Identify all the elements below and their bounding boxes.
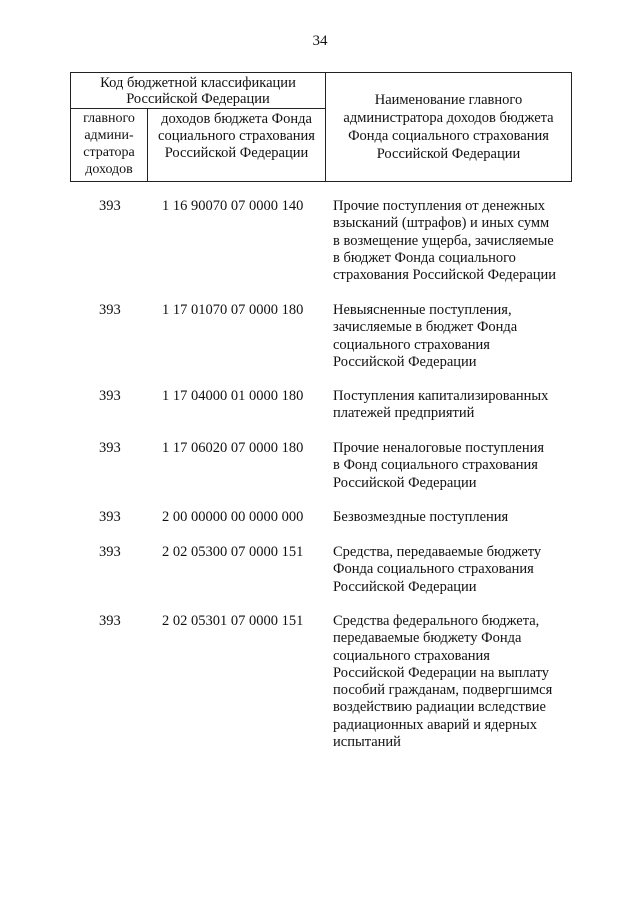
income-name-line: Российской Федерации на выплату [333,664,550,681]
header-income-line: Российской Федерации [164,145,309,161]
page-number: 34 [312,33,328,49]
income-name-line: передаваемые бюджету Фонда [333,630,522,647]
income-name [333,544,583,596]
income-name-line: зачисляемые в бюджет Фонда [333,319,518,336]
header-code-line: Код бюджетной классификации [100,75,296,91]
income-name [333,302,583,371]
income-name-line: социального страхования [333,647,490,664]
income-name-line: в Фонд социального страхования [333,457,538,474]
income-name-line: Средства, передаваемые бюджету [333,544,542,560]
income-name-line: Фонда социального страхования [333,561,534,578]
income-name-line: Прочие поступления от денежных [333,198,545,214]
income-name-line: страхования Российской Федерации [333,267,557,284]
table-header [70,72,572,182]
header-admin-line: главного [83,111,135,126]
income-name-line: воздействию радиации вследствие [333,699,546,716]
header-name-line: Наименование главного [374,92,523,108]
income-name-line: Безвозмездные поступления [333,509,509,525]
income-name-line: радиационных аварий и ядерных [333,716,537,733]
header-name-line: Фонда социального страхования [348,128,549,144]
header-income-line: доходов бюджета Фонда [161,111,312,127]
admin-code: 393 [99,388,121,404]
income-name-line: Российской Федерации [333,353,477,370]
budget-code: 1 17 06020 07 0000 180 [162,440,304,456]
income-name-line: испытаний [333,734,401,751]
income-name-line: пособий гражданам, подвергшимся [333,682,553,699]
income-name [333,509,583,526]
income-name [333,198,583,284]
header-name-column [326,73,571,181]
income-name-line: Прочие неналоговые поступления [333,440,545,456]
header-admin-column [71,109,148,181]
income-name-line: в возмещение ущерба, зачисляемые [333,232,554,249]
admin-code: 393 [99,544,121,560]
income-name-line: Невыясненные поступления, [333,302,512,318]
admin-code: 393 [99,302,121,318]
header-code-group [71,73,326,109]
budget-code: 2 02 05300 07 0000 151 [162,544,304,560]
admin-code: 393 [99,198,121,214]
header-admin-line: админи- [84,128,134,143]
income-name-line: Российской Федерации [333,474,477,491]
admin-code: 393 [99,440,121,456]
header-admin-line: стратора [83,145,135,160]
header-code-line: Российской Федерации [126,91,270,107]
income-name [333,613,583,751]
admin-code: 393 [99,613,121,629]
income-name [333,388,583,423]
income-name-line: Поступления капитализированных [333,388,549,404]
budget-code: 1 17 04000 01 0000 180 [162,388,304,404]
income-name-line: взысканий (штрафов) и иных сумм [333,215,550,232]
budget-code: 1 16 90070 07 0000 140 [162,198,304,214]
income-name-line: платежей предприятий [333,405,475,422]
income-name-line: социального страхования [333,336,490,353]
header-name-line: Российской Федерации [376,146,521,162]
budget-code: 2 00 00000 00 0000 000 [162,509,304,525]
header-income-column [148,109,326,181]
header-admin-line: доходов [85,162,133,177]
budget-code: 2 02 05301 07 0000 151 [162,613,304,629]
income-name [333,440,583,492]
budget-code: 1 17 01070 07 0000 180 [162,302,304,318]
income-name-line: Российской Федерации [333,578,477,595]
header-name-line: администратора доходов бюджета [343,110,554,126]
admin-code: 393 [99,509,121,525]
income-name-line: Средства федерального бюджета, [333,613,540,629]
income-name-line: в бюджет Фонда социального [333,249,516,266]
header-income-line: социального страхования [158,128,315,144]
